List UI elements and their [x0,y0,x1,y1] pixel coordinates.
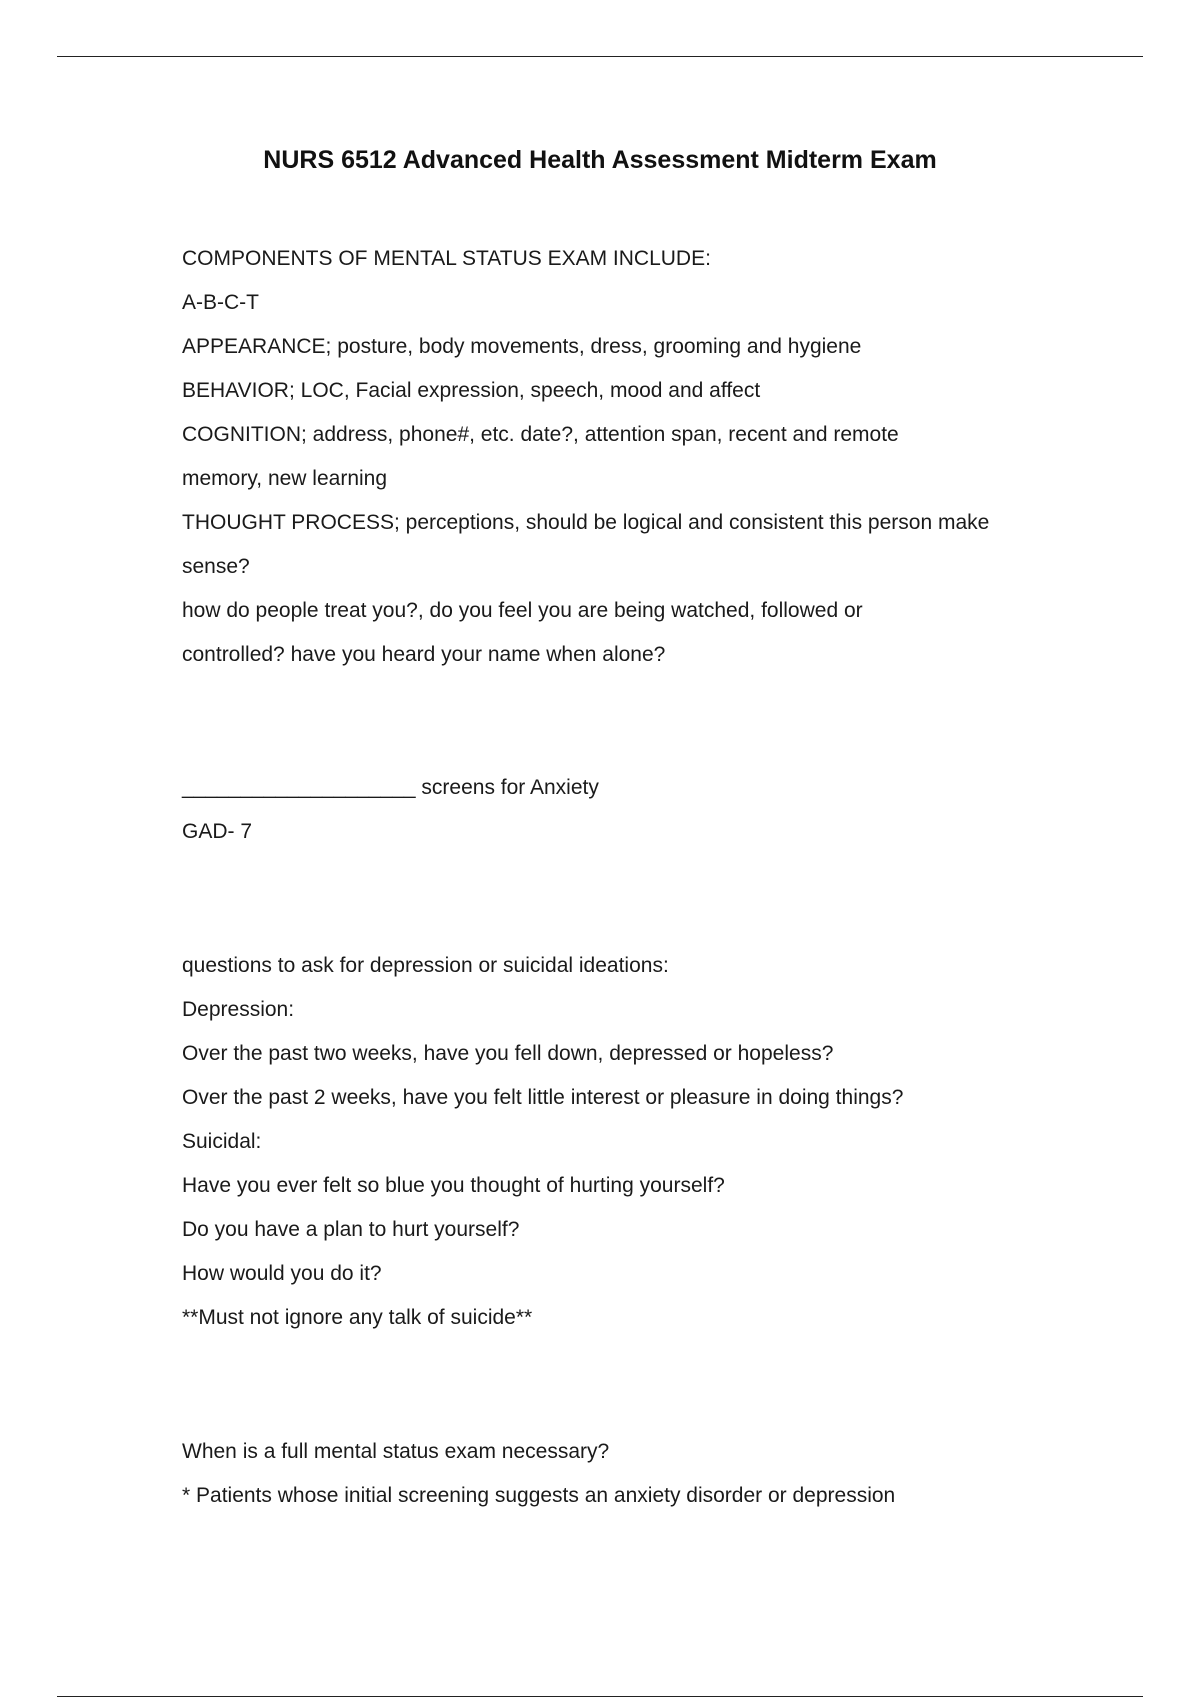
page-title: NURS 6512 Advanced Health Assessment Midterm Exam [263,146,937,174]
text-line: BEHAVIOR; LOC, Facial expression, speech, mood and affect [182,379,761,402]
text-line: * Patients whose initial screening suggests an anxiety disorder or depression [182,1484,896,1507]
text-line: APPEARANCE; posture, body movements, dress, grooming and hygiene [182,335,862,358]
text-line: Over the past two weeks, have you fell down, depressed or hopeless? [182,1042,834,1065]
text-line: THOUGHT PROCESS; perceptions, should be logical and consistent this person make [182,511,990,534]
text-line: **Must not ignore any talk of suicide** [182,1306,533,1329]
text-line: how do people treat you?, do you feel you are being watched, followed or [182,599,863,622]
section-heading: When is a full mental status exam necessary? [182,1440,610,1463]
section-heading: questions to ask for depression or suicidal ideations: [182,954,669,977]
fill-in-question: ____________________ screens for Anxiety [182,776,599,799]
text-line: sense? [182,555,250,578]
text-line: Suicidal: [182,1130,262,1153]
text-line: A-B-C-T [182,291,259,314]
text-line: memory, new learning [182,467,388,490]
text-line: controlled? have you heard your name when alone? [182,643,666,666]
text-line: How would you do it? [182,1262,382,1285]
text-line: Have you ever felt so blue you thought of hurting yourself? [182,1174,725,1197]
section-heading: COMPONENTS OF MENTAL STATUS EXAM INCLUDE: [182,247,711,270]
text-line: COGNITION; address, phone#, etc. date?, attention span, recent and remote [182,423,899,446]
text-line: Depression: [182,998,295,1021]
top-rule [57,56,1143,57]
answer-line: GAD- 7 [182,820,253,843]
text-line: Do you have a plan to hurt yourself? [182,1218,520,1241]
bottom-rule [57,1696,1143,1697]
text-line: Over the past 2 weeks, have you felt little interest or pleasure in doing things? [182,1086,904,1109]
